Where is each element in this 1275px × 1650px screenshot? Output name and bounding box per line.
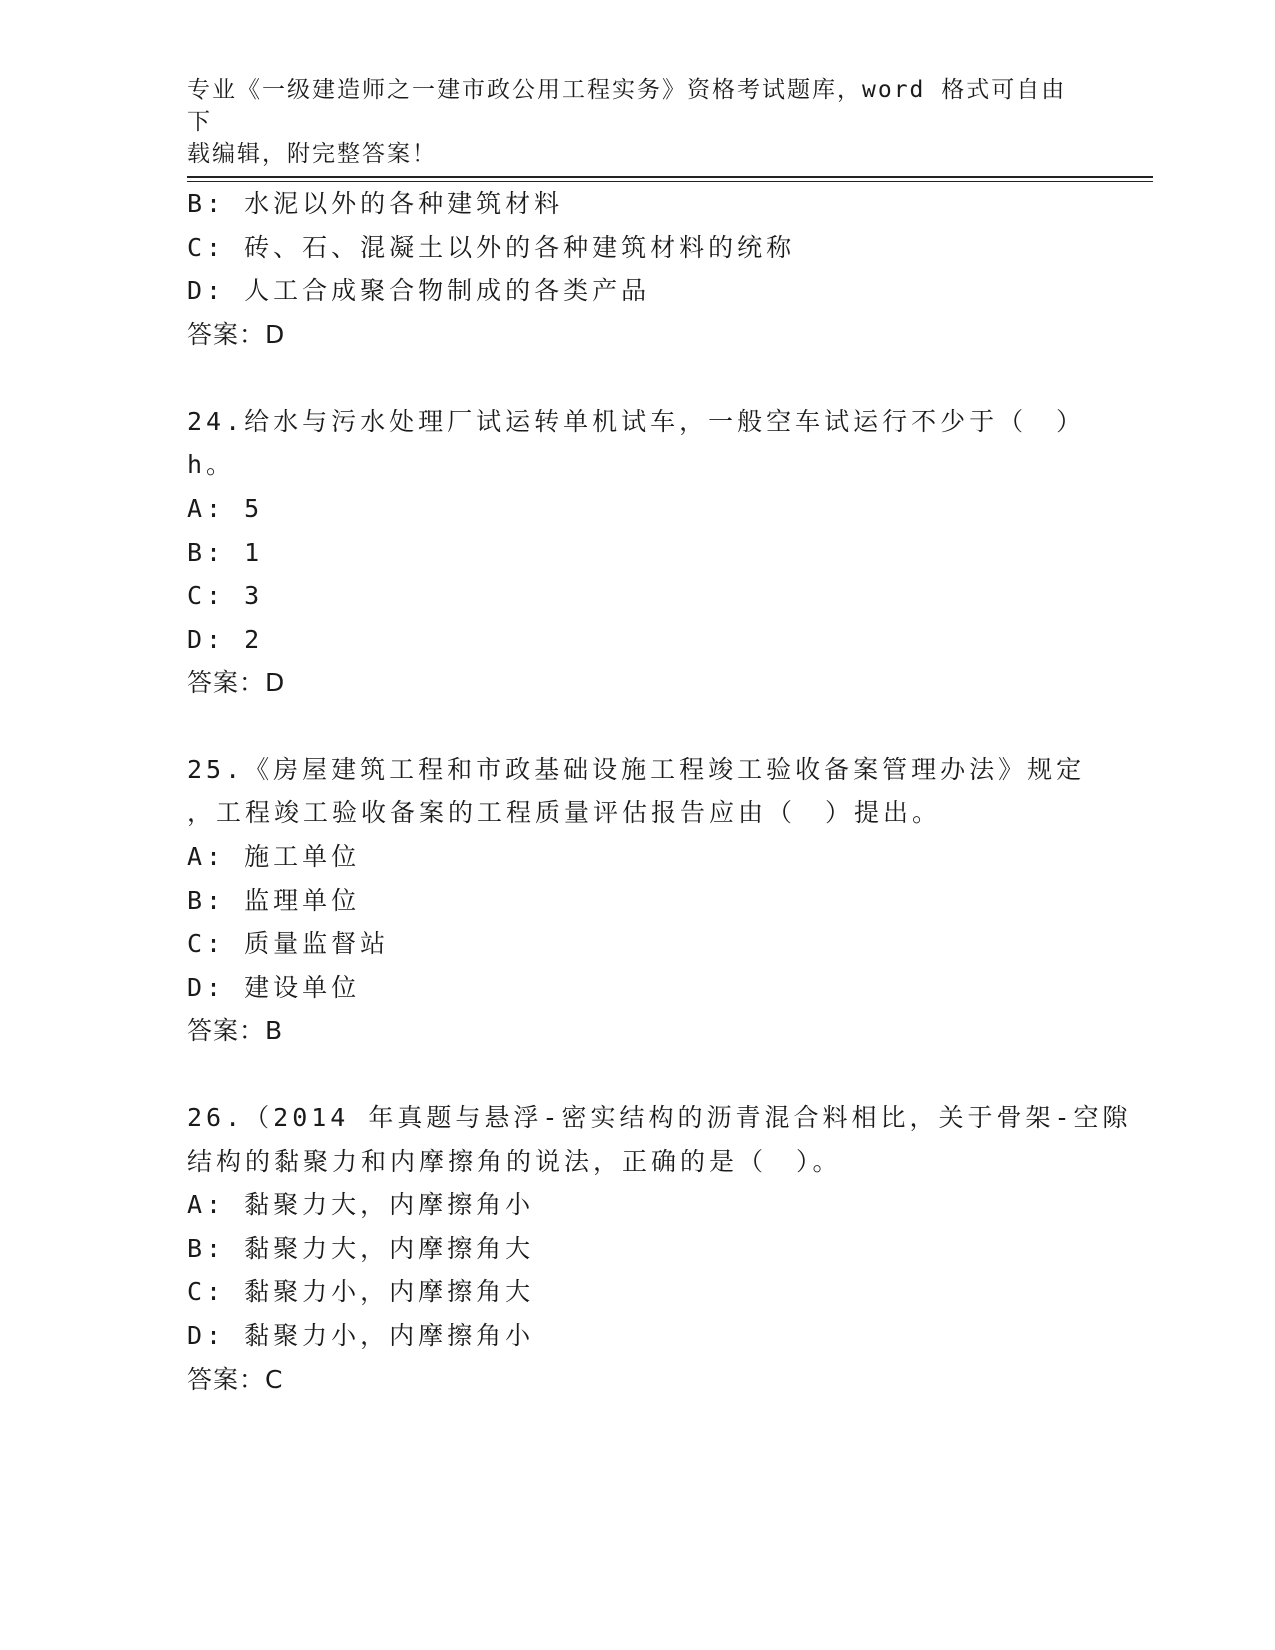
- header-divider-thin: [187, 181, 1153, 182]
- q24-option-b: B: 1: [187, 538, 264, 567]
- q24-option-a: A: 5: [187, 494, 264, 523]
- q25-stem-line-2: ，工程竣工验收备案的工程质量评估报告应由（ ）提出。: [187, 798, 942, 827]
- q25-stem-line-1: 25.《房屋建筑工程和市政基础设施工程竣工验收备案管理办法》规定: [187, 755, 1086, 784]
- q25-option-b: B: 监理单位: [187, 886, 361, 915]
- q23-option-c: C: 砖、石、混凝土以外的各种建筑材料的统称: [187, 233, 796, 262]
- q26-option-d: D: 黏聚力小，内摩擦角小: [187, 1321, 535, 1350]
- q23-answer: 答案：D: [187, 320, 286, 349]
- q24-option-c: C: 3: [187, 581, 264, 610]
- header-line-2: 载编辑，附完整答案！: [187, 141, 437, 167]
- document-header: [187, 74, 1087, 170]
- header-line-1: 专业《一级建造师之一建市政公用工程实务》资格考试题库，word 格式可自由下: [187, 77, 1067, 135]
- q25-option-a: A: 施工单位: [187, 842, 361, 871]
- q24-stem-line-2: h。: [187, 450, 236, 479]
- q26-option-c: C: 黏聚力小，内摩擦角大: [187, 1277, 535, 1306]
- q24-option-d: D: 2: [187, 625, 264, 654]
- q24-stem-line-1: 24.给水与污水处理厂试运转单机试车，一般空车试运行不少于（ ）: [187, 407, 1086, 436]
- q25-option-d: D: 建设单位: [187, 973, 361, 1002]
- q25-option-c: C: 质量监督站: [187, 929, 390, 958]
- q25-answer: 答案：B: [187, 1016, 284, 1045]
- q26-stem-line-1: 26.（2014 年真题与悬浮-密实结构的沥青混合料相比，关于骨架-空隙: [187, 1103, 1132, 1132]
- q24-answer: 答案：D: [187, 668, 286, 697]
- q23-option-d: D: 人工合成聚合物制成的各类产品: [187, 276, 651, 305]
- q23-option-b: B: 水泥以外的各种建筑材料: [187, 189, 564, 218]
- header-divider-thick: [187, 176, 1153, 178]
- q26-stem-line-2: 结构的黏聚力和内摩擦角的说法，正确的是（ ）。: [187, 1147, 842, 1176]
- q26-option-b: B: 黏聚力大，内摩擦角大: [187, 1234, 535, 1263]
- q26-answer: 答案：C: [187, 1365, 284, 1394]
- q26-option-a: A: 黏聚力大，内摩擦角小: [187, 1190, 535, 1219]
